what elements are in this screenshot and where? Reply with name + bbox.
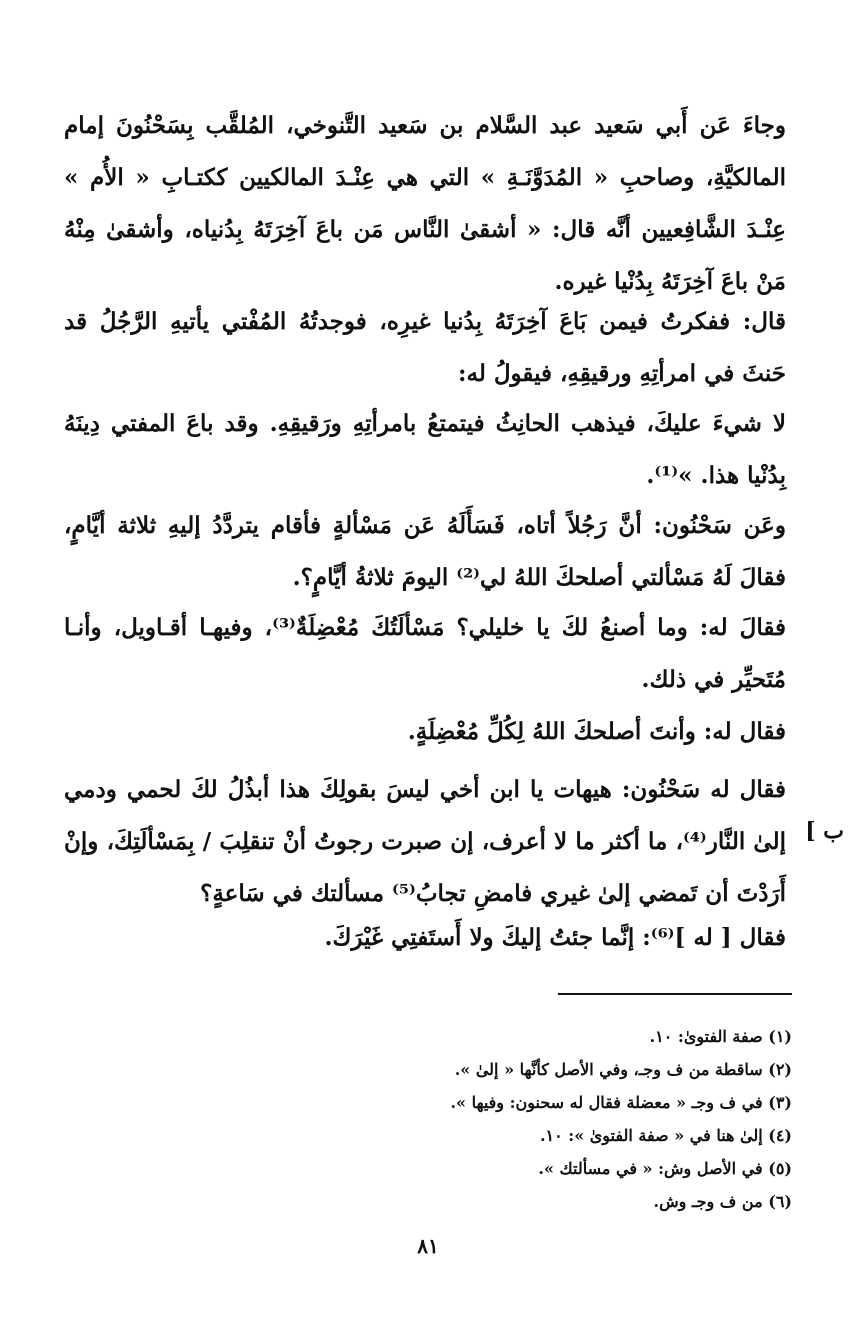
- paragraph-3: [64, 398, 786, 502]
- footnote-3: (٣) في ف وجـ « معضلة فقال له سحنون: وفيها ».: [450, 1093, 792, 1112]
- paragraph-text: لا شيءَ عليكَ، فيذهب الحانِثُ فيتمتعُ بامرأتِهِ ورَقيقِهِ. وقد باعَ المفتي دِينَهُ بِدُنْيا هذا. »⁽¹⁾.: [64, 410, 786, 489]
- footnote-2: (٢) ساقطة من ف وجـ، وفي الأصل كأنَّها « إلىٰ ».: [454, 1060, 792, 1079]
- paragraph-text: فقالَ له: وما أصنعُ لكَ يا خليلي؟ مَسْألَتُكَ مُعْضِلَةٌ⁽³⁾، وفيهـا أقـاويل، وأنـا مُتَحيِّر في ذلك.: [64, 614, 787, 693]
- paragraph-text: قال: ففكرتُ فيمن بَاعَ آخِرَتَهُ بِدُنيا غيرِه، فوجدتُهُ المُفْتي يأتيهِ الرَّجُلُ قد حَنثَ في امرأتِهِ ورقيقِهِ، فيقولُ له:: [64, 308, 786, 387]
- footnote-separator: [558, 993, 792, 995]
- footnote-6: (٦) من ف وجـ وش.: [653, 1192, 792, 1211]
- footnote-4: (٤) إلىٰ هنا في « صفة الفتوىٰ »: ١٠.: [539, 1126, 792, 1145]
- paragraph-1: [64, 100, 786, 308]
- footnotes: [192, 1020, 792, 1218]
- page-number: ٨١: [417, 1234, 439, 1258]
- paragraph-text: فقال له سَحْنُون: هيهات يا ابن أخي ليسَ بقولِكَ هذا أبذُلُ لكَ لحمي ودمي إلىٰ النَّار⁽⁴⁾، ما أكثر ما لا أعرف، إن صبرت رجوتُ أنْ تنقلِبَ / بِمَسْألَتِكَ، وإنْ أَرَدْتَ أن تَمضي إلىٰ غيري فامضِ تجابُ⁽⁵⁾ مسألتك في سَاعةٍ؟: [64, 776, 786, 907]
- footnote-1: (١) صفة الفتوىٰ: ١٠.: [649, 1027, 792, 1046]
- footnote-5: (٥) في الأصل وش: « في مسألتك ».: [538, 1159, 792, 1178]
- paragraph-6: [64, 706, 786, 758]
- paragraph-8: [64, 912, 786, 964]
- paragraph-text: وجاءَ عَن أَبي سَعيد عبد السَّلام بن سَعيد التَّنوخي، المُلقَّب بِسَحْنُونَ إمام المالكيَّةِ، وصاحبِ « المُدَوَّنَـةِ » التي هي عِنْـدَ المالكيين ككتـابِ « الأُم » عِنْـدَ الشَّافِعيين أنَّه قال: « أشقىٰ النَّاس مَن باعَ آخِرَتَهُ بِدُنياه، وأشقىٰ مِنْهُ مَنْ باعَ آخِرَتَهُ بِدُنْيا غيره.: [64, 112, 786, 295]
- paragraph-text: فقال له: وأنتَ أصلحكَ اللهُ لِكُلِّ مُعْضِلَةٍ.: [407, 718, 786, 745]
- margin-folio-marker: ب ]: [805, 818, 844, 844]
- paragraph-5: [64, 602, 786, 706]
- paragraph-7: [64, 764, 786, 920]
- paragraph-2: [64, 296, 786, 400]
- paragraph-text: وعَن سَحْنُون: أنَّ رَجُلاً أتاه، فَسَأَلَهُ عَن مَسْألةٍ فأقام يتردَّدُ إليهِ ثلاثة أيَّامٍ، فقالَ لَهُ مَسْألتي أصلحكَ اللهُ لي⁽²⁾ اليومَ ثلاثةُ أيَّامٍ؟.: [64, 512, 786, 591]
- paragraph-4: [64, 500, 786, 604]
- paragraph-text: فقال [ له ]⁽⁶⁾: إنَّما جئتُ إليكَ ولا أَستَفتِي غَيْرَكَ.: [324, 924, 786, 951]
